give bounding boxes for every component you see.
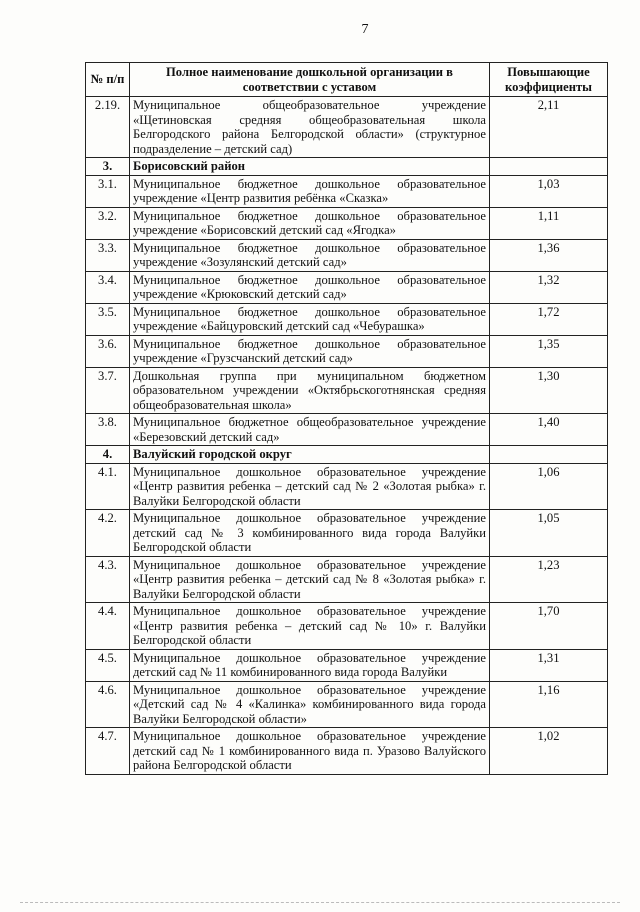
organization-name: Муниципальное бюджетное общеобразовательное учреждение «Березовский детский сад» (130, 414, 490, 446)
row-number: 3.4. (86, 271, 130, 303)
organization-name: Муниципальное дошкольное образовательное учреждение детский сад № 3 комбинированного вида города Валуйки Белгородской области (130, 510, 490, 557)
organization-name: Дошкольная группа при муниципальном бюджетном образовательном учреждении «Октябрьскоготнянская средняя общеобразовательная школа» (130, 367, 490, 414)
table-row (86, 335, 608, 367)
row-number: 3.6. (86, 335, 130, 367)
row-number: 2.19. (86, 97, 130, 158)
organization-name: Борисовский район (130, 158, 490, 176)
organization-name: Муниципальное дошкольное образовательное учреждение «Центр развития ребенка – детский сад № 10» г. Валуйки Белгородской области (130, 603, 490, 650)
section-row (86, 158, 608, 176)
coefficient-value: 2,11 (490, 97, 608, 158)
coefficient-value: 1,16 (490, 681, 608, 728)
coefficient-value: 1,70 (490, 603, 608, 650)
coefficient-value: 1,72 (490, 303, 608, 335)
row-number: 4.1. (86, 463, 130, 510)
table-header-row (86, 63, 608, 97)
coefficient-value: 1,03 (490, 175, 608, 207)
row-number: 4. (86, 446, 130, 464)
organization-name: Муниципальное бюджетное дошкольное образовательное учреждение «Байцуровский детский сад «Чебурашка» (130, 303, 490, 335)
table-row (86, 239, 608, 271)
row-number: 4.6. (86, 681, 130, 728)
organization-name: Муниципальное дошкольное образовательное учреждение «Центр развития ребенка – детский сад № 2 «Золотая рыбка» г. Валуйки Белгородской области (130, 463, 490, 510)
row-number: 3.2. (86, 207, 130, 239)
organization-name: Муниципальное дошкольное образовательное учреждение «Центр развития ребенка – детский сад № 8 «Золотая рыбка» г. Валуйки Белгородской области (130, 556, 490, 603)
row-number: 4.4. (86, 603, 130, 650)
table-row (86, 367, 608, 414)
table-row (86, 303, 608, 335)
row-number: 3.3. (86, 239, 130, 271)
coefficient-value: 1,06 (490, 463, 608, 510)
table-row (86, 207, 608, 239)
page-number: 7 (361, 22, 369, 37)
table-row (86, 97, 608, 158)
coefficients-table (85, 62, 608, 775)
organization-name: Муниципальное бюджетное дошкольное образовательное учреждение «Крюковский детский сад» (130, 271, 490, 303)
coefficient-value (490, 158, 608, 176)
header-organization-name: Полное наименование дошкольной организации в соответствии с уставом (130, 63, 490, 97)
table-row (86, 556, 608, 603)
row-number: 3.8. (86, 414, 130, 446)
table-row (86, 681, 608, 728)
coefficient-value: 1,23 (490, 556, 608, 603)
table-row (86, 175, 608, 207)
table-row (86, 271, 608, 303)
organization-name: Муниципальное бюджетное дошкольное образовательное учреждение «Центр развития ребёнка «Сказка» (130, 175, 490, 207)
organization-name: Муниципальное дошкольное образовательное учреждение «Детский сад № 4 «Калинка» комбинированного вида города Валуйки Белгородской области» (130, 681, 490, 728)
organization-name: Муниципальное дошкольное образовательное учреждение детский сад № 11 комбинированного вида города Валуйки (130, 649, 490, 681)
coefficient-value: 1,36 (490, 239, 608, 271)
table-row (86, 463, 608, 510)
coefficient-value: 1,30 (490, 367, 608, 414)
table-row (86, 414, 608, 446)
coefficient-value: 1,02 (490, 728, 608, 775)
header-coefficients: Повышающие коэффициенты (490, 63, 608, 97)
table-body (86, 97, 608, 775)
coefficient-value: 1,05 (490, 510, 608, 557)
organization-name: Муниципальное бюджетное дошкольное образовательное учреждение «Грузсчанский детский сад» (130, 335, 490, 367)
organization-name: Муниципальное бюджетное дошкольное образовательное учреждение «Зозулянский детский сад» (130, 239, 490, 271)
coefficient-value: 1,11 (490, 207, 608, 239)
header-number: № п/п (86, 63, 130, 97)
row-number: 4.5. (86, 649, 130, 681)
coefficient-value: 1,35 (490, 335, 608, 367)
coefficient-value: 1,32 (490, 271, 608, 303)
coefficient-value: 1,31 (490, 649, 608, 681)
row-number: 3. (86, 158, 130, 176)
table-row (86, 728, 608, 775)
row-number: 4.3. (86, 556, 130, 603)
organization-name: Муниципальное бюджетное дошкольное образовательное учреждение «Борисовский детский сад «Ягодка» (130, 207, 490, 239)
coefficient-value: 1,40 (490, 414, 608, 446)
row-number: 4.2. (86, 510, 130, 557)
row-number: 4.7. (86, 728, 130, 775)
organization-name: Муниципальное общеобразовательное учреждение «Щетиновская средняя общеобразовательная школа Белгородского района Белгородской области» (структурное подразделение – детский сад) (130, 97, 490, 158)
section-row (86, 446, 608, 464)
table-row (86, 649, 608, 681)
row-number: 3.7. (86, 367, 130, 414)
row-number: 3.5. (86, 303, 130, 335)
organization-name: Муниципальное дошкольное образовательное учреждение детский сад № 1 комбинированного вида п. Уразово Валуйского района Белгородской области (130, 728, 490, 775)
table-row (86, 603, 608, 650)
table-row (86, 510, 608, 557)
row-number: 3.1. (86, 175, 130, 207)
coefficient-value (490, 446, 608, 464)
scan-edge-line (20, 902, 620, 903)
organization-name: Валуйский городской округ (130, 446, 490, 464)
